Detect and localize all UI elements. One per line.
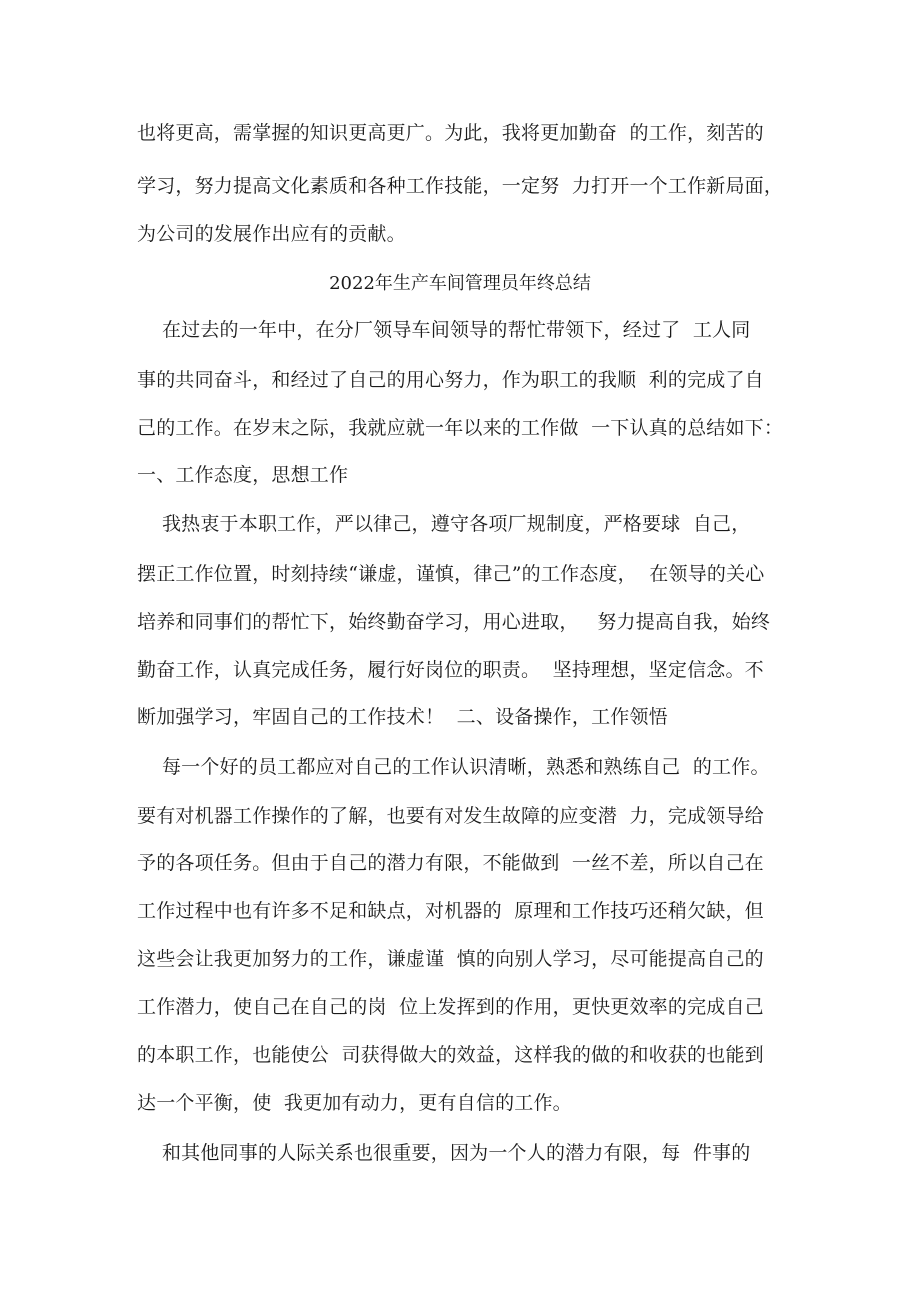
body-line: 己的工作。在岁末之际，我就应就一年以来的工作做 一下认真的总结如下： xyxy=(137,417,784,439)
body-line: 学习，努力提高文化素质和各种工作技能，一定努 力打开一个工作新局面， xyxy=(137,175,784,197)
section-heading: 一、工作态度，思想工作 xyxy=(137,464,349,486)
document-title: 2022年生产车间管理员年终总结 xyxy=(329,273,591,294)
body-line: 培养和同事们的帮忙下，始终勤奋学习，用心进取， 努力提高自我，始终 xyxy=(137,611,771,633)
body-line: 和其他同事的人际关系也很重要，因为一个人的潜力有限，每 件事的 xyxy=(137,1142,751,1164)
body-line: 摆正工作位置，时刻持续“谦虚，谨慎，律己”的工作态度， 在领导的关心 xyxy=(137,563,765,585)
body-line: 事的共同奋斗，和经过了自己的用心努力，作为职工的我顺 利的完成了自 xyxy=(137,369,764,391)
body-line: 工作过程中也有许多不足和缺点，对机器的 原理和工作技巧还稍欠缺，但 xyxy=(137,900,764,922)
body-line: 予的各项任务。但由于自己的潜力有限，不能做到 一丝不差，所以自己在 xyxy=(137,852,764,874)
body-line: 在过去的一年中，在分厂领导车间领导的帮忙带领下，经过了 工人同 xyxy=(137,319,751,341)
body-line: 要有对机器工作操作的了解，也要有对发生故障的应变潜 力，完成领导给 xyxy=(137,805,764,827)
body-line: 也将更高，需掌握的知识更高更广。为此，我将更加勤奋 的工作，刻苦的 xyxy=(137,122,764,144)
body-line: 勤奋工作，认真完成任务，履行好岗位的职责。 坚持理想，坚定信念。不 xyxy=(137,659,764,681)
body-line: 工作潜力，使自己在自己的岗 位上发挥到的作用，更快更效率的完成自己 xyxy=(137,996,764,1018)
body-line: 这些会让我更加努力的工作，谦虚谨 慎的向别人学习，尽可能提高自己的 xyxy=(137,948,764,970)
body-line: 每一个好的员工都应对自己的工作认识清晰，熟悉和熟练自己 的工作。 xyxy=(137,756,770,778)
body-line: 为公司的发展作出应有的贡献。 xyxy=(137,223,406,245)
body-line: 断加强学习，牢固自己的工作技术！ 二、设备操作，工作领悟 xyxy=(137,706,668,728)
body-line: 我热衷于本职工作，严以律己，遵守各项厂规制度，严格要球 自己， xyxy=(137,513,751,535)
body-line: 的本职工作，也能使公 司获得做大的效益，这样我的做的和收获的也能到 xyxy=(137,1044,764,1066)
body-line: 达一个平衡，使 我更加有动力，更有自信的工作。 xyxy=(137,1092,572,1114)
